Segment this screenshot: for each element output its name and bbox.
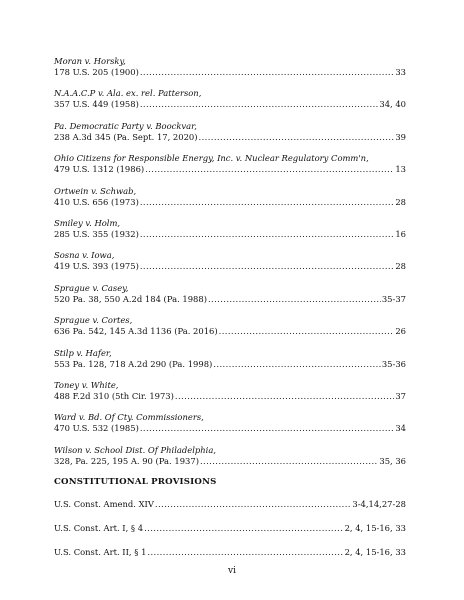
dot-leader (147, 547, 343, 558)
dot-leader (219, 326, 395, 337)
case-name: N.A.A.C.P v. Ala. ex. rel. Patterson, (54, 88, 202, 99)
case-name: Stilp v. Hafer, (54, 347, 112, 358)
dot-leader (140, 99, 379, 110)
case-entry (54, 412, 406, 434)
case-entry (54, 88, 406, 110)
dot-leader (140, 229, 394, 240)
citation-line (54, 132, 406, 143)
case-entry (54, 121, 406, 143)
provision-citation: U.S. Const. Amend. XIV (54, 499, 154, 510)
citation-line (54, 359, 406, 370)
section-heading: CONSTITUTIONAL PROVISIONS (54, 477, 217, 488)
page-references: 28 (395, 196, 406, 207)
case-name: Ohio Citizens for Responsible Energy, Inc. v. Nuclear Regulatory Comm'n, (54, 153, 369, 164)
page-references: 34 (395, 423, 406, 434)
citation-line (54, 523, 406, 534)
case-entry (54, 445, 406, 467)
citation-line (54, 197, 406, 208)
citation-line (54, 456, 406, 467)
citation-line (54, 326, 406, 337)
dot-leader (140, 261, 394, 272)
case-entry (54, 283, 406, 305)
case-entry (54, 218, 406, 240)
citation-line (54, 261, 406, 272)
case-citation: 419 U.S. 393 (1975) (54, 261, 139, 272)
page-references: 34, 40 (379, 99, 406, 110)
case-name: Smiley v. Holm, (54, 217, 121, 228)
citation-line (54, 499, 406, 510)
page-references: 35, 36 (379, 455, 406, 466)
case-name: Sprague v. Cortes, (54, 315, 133, 326)
provision-entry (54, 547, 406, 558)
case-name: Sosna v. Iowa, (54, 250, 115, 261)
case-entry (54, 56, 406, 78)
dot-leader (155, 499, 351, 510)
page-number: vi (228, 566, 236, 576)
dot-leader (175, 391, 394, 402)
page-references: 37 (395, 390, 406, 401)
case-name: Sprague v. Casey, (54, 282, 129, 293)
case-name: Pa. Democratic Party v. Boockvar, (54, 120, 197, 131)
dot-leader (140, 67, 394, 78)
case-name: Ortwein v. Schwab, (54, 185, 137, 196)
citation-line (54, 99, 406, 110)
case-name: Toney v. White, (54, 379, 119, 390)
case-entry (54, 186, 406, 208)
dot-leader (199, 132, 395, 143)
case-name: Moran v. Horsky, (54, 56, 126, 66)
page-references: 35-37 (381, 293, 406, 304)
page-references: 26 (395, 326, 406, 337)
citation-line (54, 164, 406, 175)
citation-line (54, 391, 406, 402)
case-citation: 520 Pa. 38, 550 A.2d 184 (Pa. 1988) (54, 293, 207, 304)
dot-leader (145, 164, 394, 175)
case-citation: 357 U.S. 449 (1958) (54, 99, 139, 110)
case-citation: 285 U.S. 355 (1932) (54, 228, 139, 239)
provision-entry (54, 523, 406, 534)
provision-citation: U.S. Const. Art. I, § 4 (54, 523, 144, 534)
dot-leader (144, 523, 343, 534)
case-citation: 410 U.S. 656 (1973) (54, 196, 139, 207)
case-citation: 238 A.3d 345 (Pa. Sept. 17, 2020) (54, 131, 198, 142)
dot-leader (140, 423, 394, 434)
case-citation: 488 F.2d 310 (5th Cir. 1973) (54, 390, 174, 401)
citation-line (54, 229, 406, 240)
case-name: Ward v. Bd. Of Cty. Commissioners, (54, 412, 204, 423)
page-references: 35-36 (381, 358, 406, 369)
case-citation: 553 Pa. 128, 718 A.2d 290 (Pa. 1998) (54, 358, 213, 369)
page-references: 39 (395, 131, 406, 142)
case-entry (54, 348, 406, 370)
provision-citation: U.S. Const. Art. II, § 1 (54, 547, 147, 558)
case-citation: 479 U.S. 1312 (1986) (54, 164, 145, 175)
case-citation: 328, Pa. 225, 195 A. 90 (Pa. 1937) (54, 455, 199, 466)
case-entry (54, 315, 406, 337)
dot-leader (213, 359, 381, 370)
page-references: 16 (395, 228, 406, 239)
dot-leader (200, 456, 378, 467)
dot-leader (140, 197, 394, 208)
page-references: 2, 4, 15-16, 33 (344, 547, 406, 558)
citation-line (54, 67, 406, 78)
page-references: 13 (395, 164, 406, 175)
case-citation: 470 U.S. 532 (1985) (54, 423, 139, 434)
case-name: Wilson v. School Dist. Of Philadelphia, (54, 444, 216, 455)
page-references: 28 (395, 261, 406, 272)
page-references: 3-4,14,27-28 (352, 499, 406, 510)
page-references: 2, 4, 15-16, 33 (344, 523, 406, 534)
case-citation: 178 U.S. 205 (1900) (54, 67, 139, 77)
provision-entry (54, 499, 406, 510)
page-references: 33 (395, 67, 406, 77)
citation-line (54, 547, 406, 558)
case-entry (54, 153, 406, 175)
table-of-authorities (54, 56, 406, 571)
case-entry (54, 250, 406, 272)
case-citation: 636 Pa. 542, 145 A.3d 1136 (Pa. 2016) (54, 326, 218, 337)
citation-line (54, 423, 406, 434)
dot-leader (208, 294, 381, 305)
citation-line (54, 294, 406, 305)
case-entry (54, 380, 406, 402)
